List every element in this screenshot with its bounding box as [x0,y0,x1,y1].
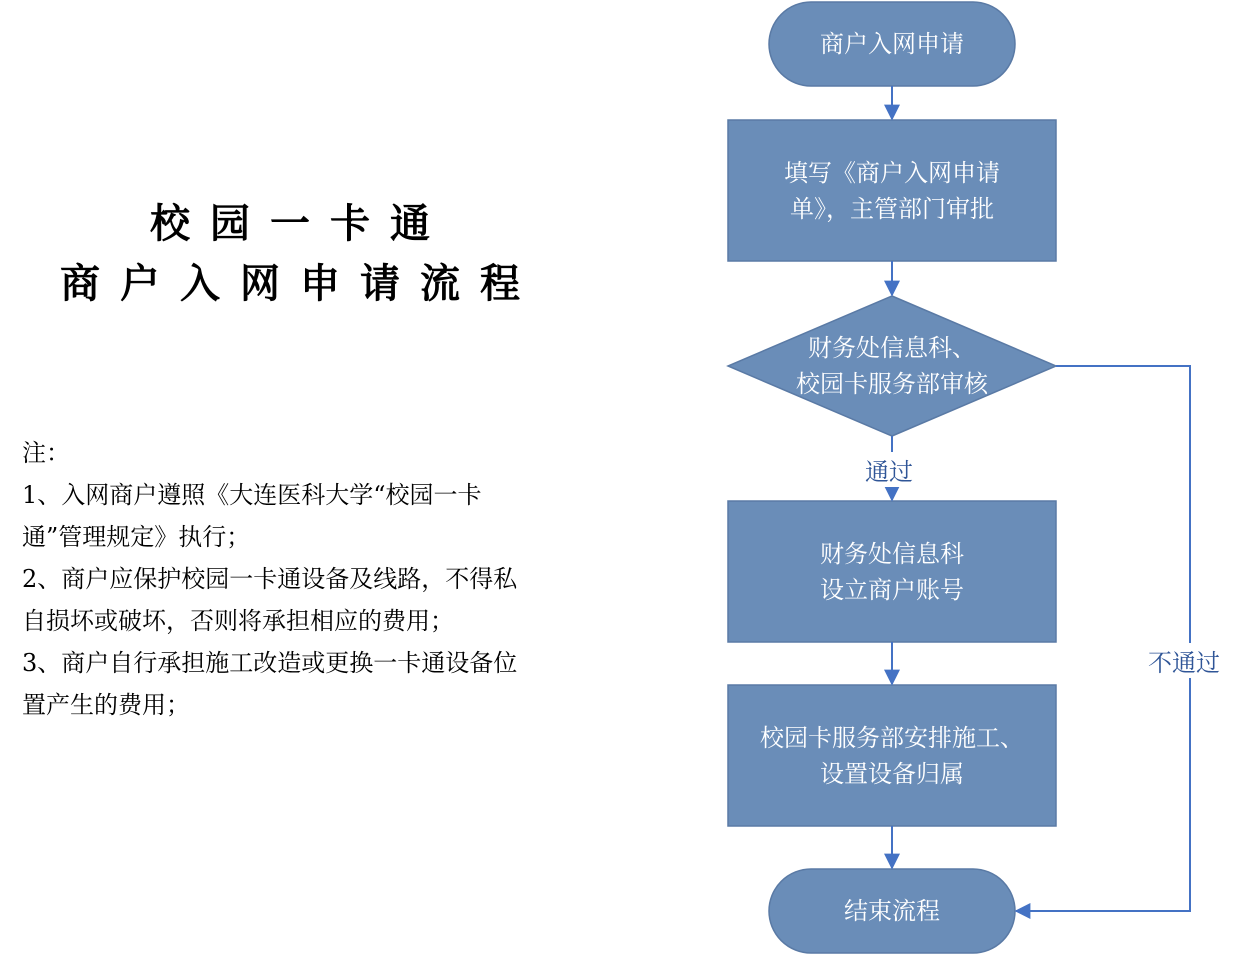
fill-form-node-text-2: 单》，主管部门审批 [790,194,994,223]
install-node-label [728,685,1056,826]
notes-line: 自损坏或破坏，否则将承担相应的费用； [22,607,454,635]
install-node-text-2: 设置设备归属 [820,759,964,788]
title-line-1: 校园一卡通 [150,201,450,247]
pass-edge-label: 通过 [865,452,913,487]
end-node-label [769,869,1015,953]
notes-line: 置产生的费用； [22,691,190,719]
review-node-label [728,296,1056,436]
setup-account-node-text-2: 设立商户账号 [820,575,964,604]
fill-form-node-text-1: 填写《商户入网申请 [784,158,1000,187]
fail-edge-label: 不通过 [1148,643,1220,678]
start-node-label [769,2,1015,86]
notes-line: 通”管理规定》执行； [22,523,251,551]
end-node-text: 结束流程 [844,897,940,925]
title-line-2: 商户入网申请流程 [60,261,540,307]
notes-line: 1、入网商户遵照《大连医科大学“校园一卡 [22,481,482,509]
review-node-text-1: 财务处信息科、 [808,334,976,362]
notes-line: 2、商户应保护校园一卡通设备及线路，不得私 [22,565,518,593]
setup-account-node-text-1: 财务处信息科 [820,539,964,568]
fill-form-node-label [728,120,1056,261]
review-node-text-2: 校园卡服务部审核 [796,370,988,398]
setup-account-node-label [728,501,1056,642]
notes-line: 3、商户自行承担施工改造或更换一卡通设备位 [22,649,518,677]
start-node-text: 商户入网申请 [820,30,964,58]
install-node-text-1: 校园卡服务部安排施工、 [760,723,1024,752]
notes-heading: 注： [22,439,70,467]
